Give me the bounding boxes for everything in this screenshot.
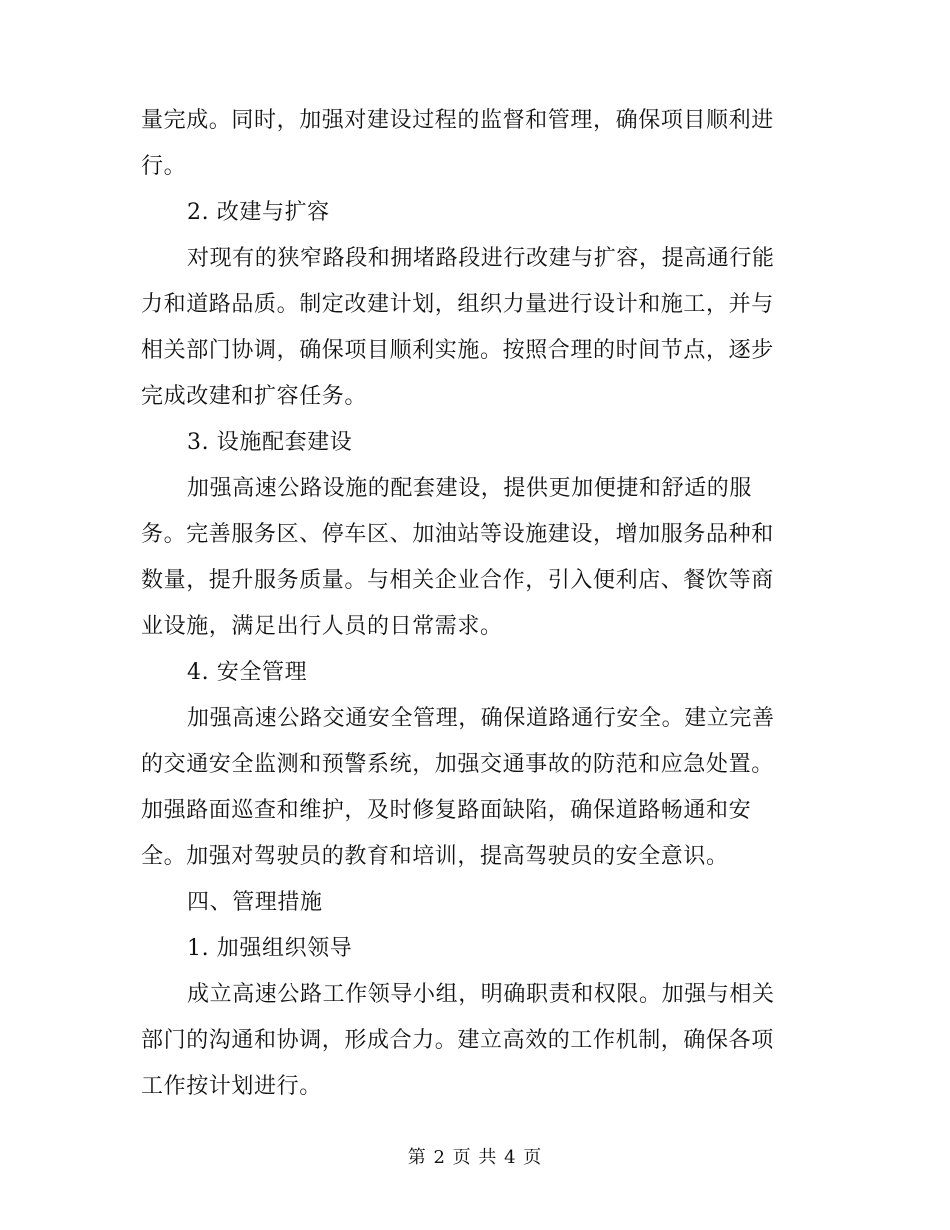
text-line: 量完成。同时，加强对建设过程的监督和管理，确保项目顺利进 [141,108,774,133]
text-line: 对现有的狭窄路段和拥堵路段进行改建与扩容，提高通行能 [187,246,775,271]
section-heading: 3. 设施配套建设 [187,430,353,455]
text-line: 工作按计划进行。 [141,1074,322,1099]
text-line: 业设施，满足出行人员的日常需求。 [141,614,503,639]
text-line: 行。 [141,154,187,179]
text-line: 力和道路品质。制定改建计划，组织力量进行设计和施工，并与 [141,292,774,317]
text-line: 加强路面巡查和维护，及时修复路面缺陷，确保道路畅通和安 [141,798,752,823]
text-line: 成立高速公路工作领导小组，明确职责和权限。加强与相关 [187,982,775,1007]
section-heading: 2. 改建与扩容 [187,200,330,225]
chapter-heading: 四、管理措施 [187,890,323,915]
text-line: 加强高速公路设施的配套建设，提供更加便捷和舒适的服 [187,476,753,501]
page-number-footer: 第 2 页 共 4 页 [407,1147,543,1168]
section-heading: 1. 加强组织领导 [187,936,353,961]
document-body [141,98,801,1110]
text-line: 的交通安全监测和预警系统，加强交通事故的防范和应急处置。 [141,752,774,777]
text-line: 部门的沟通和协调，形成合力。建立高效的工作机制，确保各项 [141,1028,774,1053]
section-heading: 4. 安全管理 [187,660,308,685]
text-line: 完成改建和扩容任务。 [141,384,368,409]
text-line: 数量，提升服务质量。与相关企业合作，引入便利店、餐饮等商 [141,568,774,593]
text-line: 务。完善服务区、停车区、加油站等设施建设，增加服务品种和 [141,522,774,547]
text-line: 相关部门协调，确保项目顺利实施。按照合理的时间节点，逐步 [141,338,774,363]
text-line: 全。加强对驾驶员的教育和培训，提高驾驶员的安全意识。 [141,844,729,869]
text-line: 加强高速公路交通安全管理，确保道路通行安全。建立完善 [187,706,775,731]
